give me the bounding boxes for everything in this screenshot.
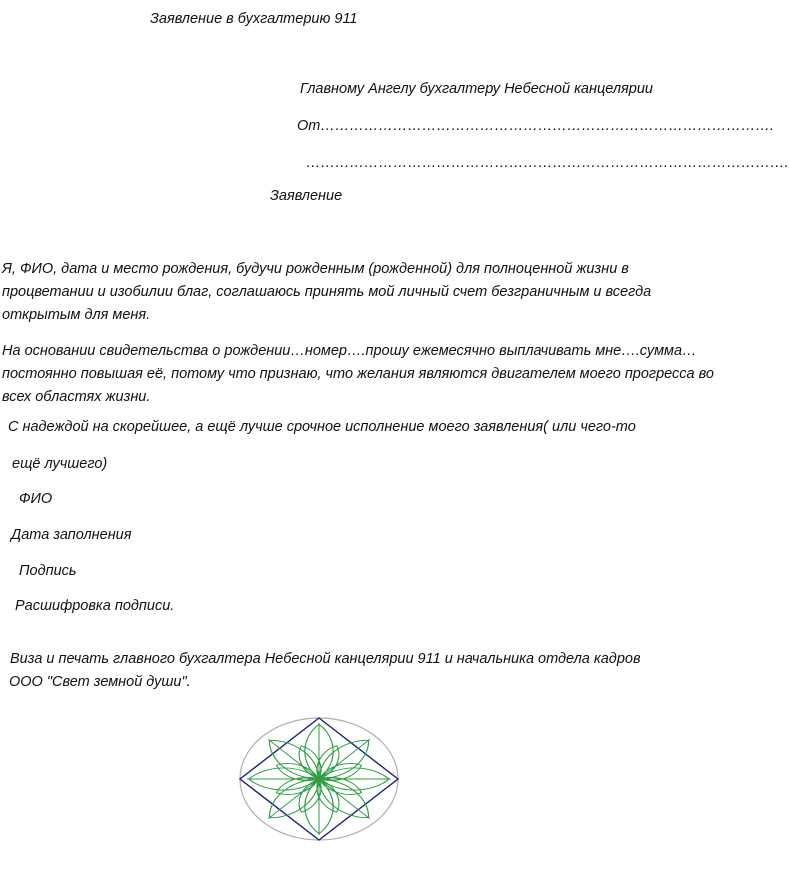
body-paragraph-1: Я, ФИО, дата и место рождения, будучи рожденным (рожденной) для полноценной жизни в процветании и изобилии благ, соглашаюсь принять мой личный счет безграничным и всегда открытым для меня. [2, 261, 652, 323]
from-line: От…………………………………………………………………………………. [297, 118, 774, 134]
mandala-seal-icon [238, 716, 400, 842]
signature-decoding-field: Расшифровка подписи. [15, 598, 175, 614]
closing-line-1: С надеждой на скорейшее, а ещё лучше срочное исполнение моего заявления( или чего-то [8, 419, 636, 435]
mandala-seal-group [240, 718, 398, 840]
from-line-continuation: ………………………………………………………………………………………. [306, 155, 789, 171]
visa-line-2: ООО "Свет земной души". [9, 674, 191, 690]
body-paragraph-2: На основании свидетельства о рождении…номер….прошу ежемесячно выплачивать мне….сумма…постоянно повышая её, потому что признаю, что желания являются двигателем моего прогресса во всех областях жизни. [2, 343, 714, 405]
visa-line-1: Виза и печать главного бухгалтера Небесной канцелярии 911 и начальника отдела кадров [10, 651, 641, 667]
signature-name-field: ФИО [19, 491, 53, 507]
closing-line-2: ещё лучшего) [12, 456, 108, 472]
signature-field: Подпись [19, 563, 77, 579]
signature-date-field: Дата заполнения [11, 527, 132, 543]
document-title: Заявление в бухгалтерию 911 [150, 11, 358, 27]
document-heading: Заявление [270, 188, 343, 204]
recipient-line: Главному Ангелу бухгалтеру Небесной канцелярии [300, 81, 653, 97]
